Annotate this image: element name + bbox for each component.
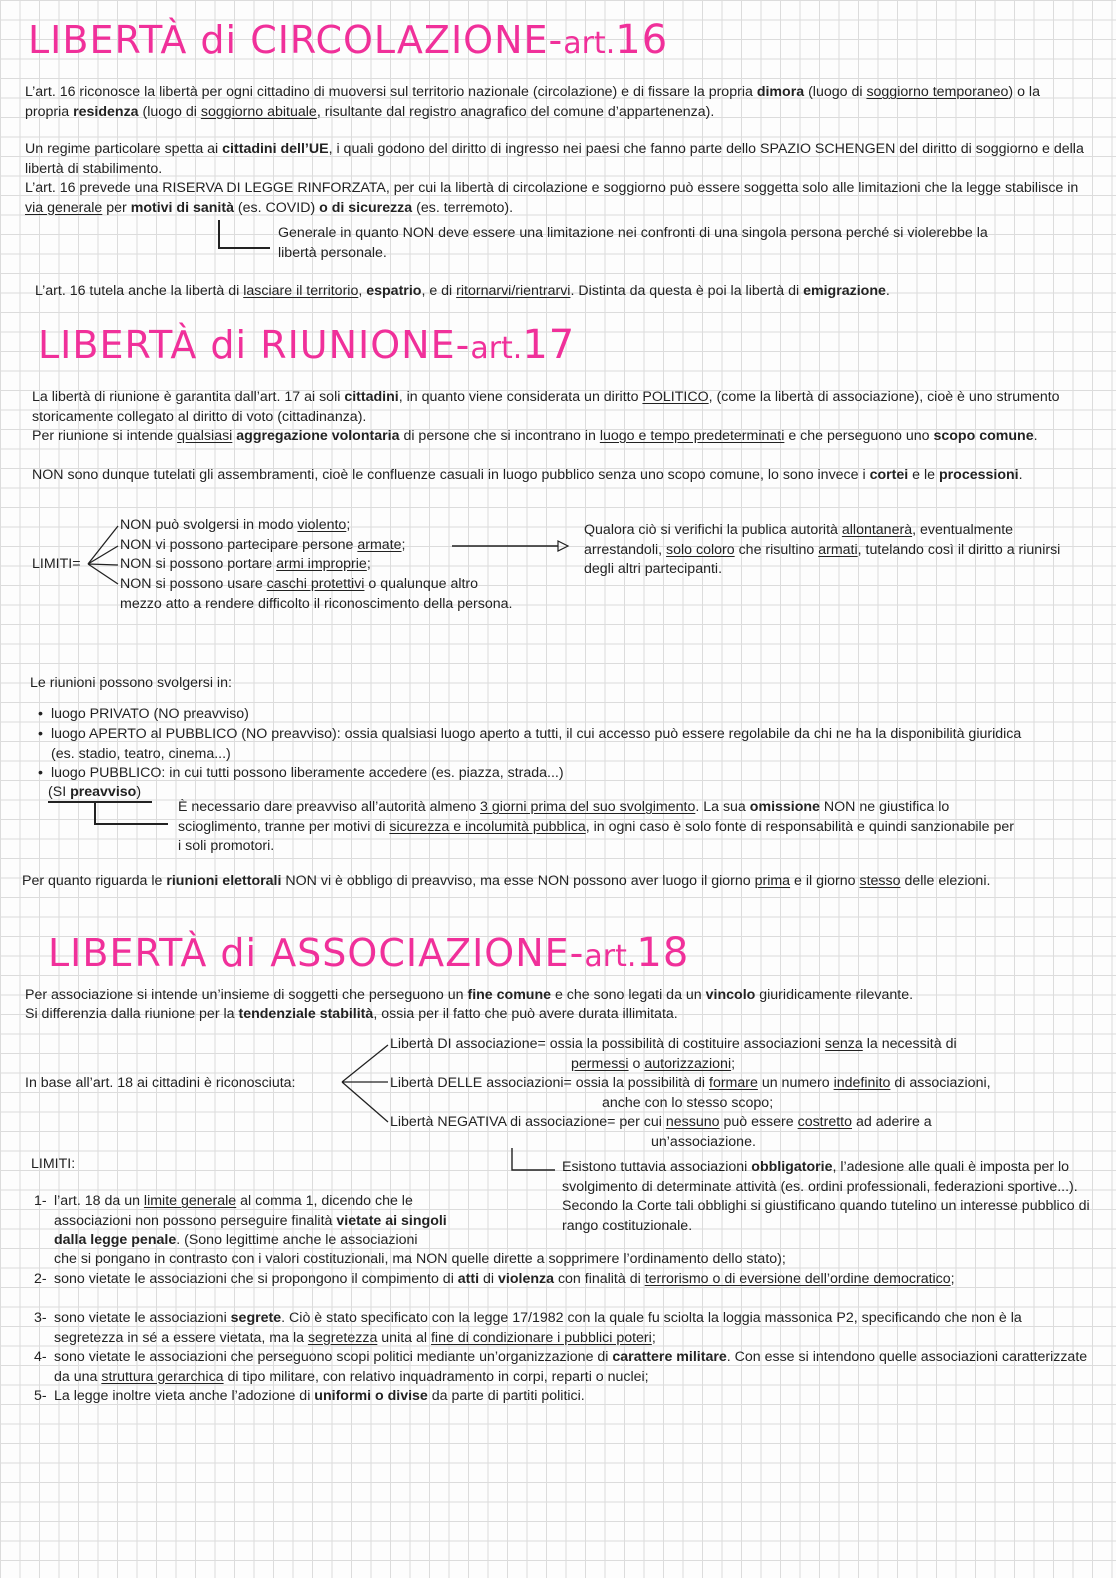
title-art16: LIBERTÀ di CIRCOLAZIONE-art.16 [28, 17, 669, 63]
art18-limite-4: 4- sono vietate le associazioni che perseguono scopi politici mediante un’organizzazione di carattere militare. Con esse si intendono quelle associazioni caratterizzate da una struttura gerarchica di tipo militare, con relativo inquadramento in corpi, reparti o nuclei; [34, 1349, 1088, 1385]
art16-paragraph-espatrio: L’art. 16 tutela anche la libertà di lasciare il territorio, espatrio, e di ritornarvi/rientrarvi. Distinta da questa è poi la libertà di emigrazione. [35, 283, 890, 299]
art18-intro: In base all’art. 18 ai cittadini è riconosciuta: [25, 1075, 296, 1091]
art17-riunioni-elettorali: Per quanto riguarda le riunioni elettorali NON vi è obbligo di preavviso, ma esse NON possono aver luogo il giorno prima e il giorno stesso delle elezioni. [22, 873, 991, 889]
limite-caschi: NON si possono usare caschi protettivi o qualunque altro mezzo atto a rendere difficolto il riconoscimento della persona. [120, 576, 513, 612]
liberta-di-associazione: Libertà DI associazione= ossia la possibilità di costituire associazioni senza la necessità di permessi o autorizzazioni; [390, 1036, 957, 1072]
art18-limite-5: 5- La legge inoltre vieta anche l’adozione di uniformi o divise da parte di partiti politici. [34, 1388, 585, 1404]
art17-limiti-label: LIMITI= [32, 556, 81, 572]
list-item: • luogo APERTO al PUBBLICO (NO preavviso): ossia qualsiasi luogo aperto a tutti, il cui accesso può essere regolabile da chi ne ha la disponibilità giuridica (es. stadio, teatro, cinema...) [38, 726, 1022, 762]
art16-paragraph-riserva: L’art. 16 prevede una RISERVA DI LEGGE RINFORZATA, per cui la libertà di circolazione e soggiorno può essere soggetta solo alle limitazioni che la legge stabilisce in via generale per motivi di sanità (es. COVID) o di sicurezza (es. terremoto). [25, 180, 1079, 216]
art18-limite-1: 1- l’art. 18 da un limite generale al comma 1, dicendo che le associazioni non possono perseguire finalità vietate ai singoli dalla legge penale. (Sono legittime anche le associazioni [34, 1193, 447, 1248]
associazioni-obbligatorie: Esistono tuttavia associazioni obbligatorie, l’adesione alle quali è imposta per lo svolgimento di determinate attività (es. ordini professionali, federazioni sportive...). Secondo la Corte tali obblighi si giustificano quando tutelino un interesse pubblico di rango costituzionale. [562, 1159, 1090, 1234]
art17-luoghi-intro: Le riunioni possono svolgersi in: [30, 675, 232, 691]
liberta-delle-associazioni: Libertà DELLE associazioni= ossia la possibilità di formare un numero indefinito di associazioni, anche con lo stesso scopo; [390, 1075, 991, 1111]
art18-limite-1-cont: che si pongano in contrasto con i valori costituzionali, ma NON quelle dirette a sopprimere l’ordinamento dello stato); [54, 1251, 786, 1267]
art18-limiti-label: LIMITI: [31, 1156, 76, 1172]
limite-armate: NON vi possono partecipare persone armate; [120, 537, 406, 553]
art18-limite-3: 3- sono vietate le associazioni segrete. Ciò è stato specificato con la legge 17/1982 con la quale fu sciolta la loggia massonica P2, specificando che non è la segretezza in sé a essere vietata, ma la segretezza unita al fine di condizionare i pubblici poteri; [34, 1310, 1022, 1346]
art17-paragraph-assembramenti: NON sono dunque tutelati gli assembramenti, cioè le confluenze casuali in luogo pubblico senza uno scopo comune, lo sono invece i cortei e le processioni. [32, 467, 1023, 483]
list-item: • luogo PRIVATO (NO preavviso) [38, 706, 249, 722]
art18-paragraph-stabilita: Si differenzia dalla riunione per la tendenziale stabilità, ossia per il fatto che può avere durata illimitata. [25, 1006, 678, 1022]
art17-preavviso-testo: È necessario dare preavviso all’autorità almeno 3 giorni prima del suo svolgimento. La sua omissione NON ne giustifica lo scioglimento, tranne per motivi di sicurezza e incolumità pubblica, in ogni caso è solo fonte di responsabilità e quindi sanzionabile per i soli promotori. [178, 799, 1014, 854]
art17-paragraph-definizione: Per riunione si intende qualsiasi aggregazione volontaria di persone che si incontrano in luogo e tempo predeterminati e che perseguono uno scopo comune. [32, 428, 1038, 444]
art16-note-generale: Generale in quanto NON deve essere una limitazione nei confronti di una singola persona perché si violerebbe la libertà personale. [278, 225, 988, 261]
art16-paragraph-dimora: L’art. 16 riconosce la libertà per ogni cittadino di muoversi sul territorio nazionale (circolazione) e di fissare la propria dimora (luogo di soggiorno temporaneo) o la propria residenza (luogo di soggiorno abituale, risultante dal registro anagrafico del comune d’appartenenza). [25, 84, 1040, 120]
preavviso-label: (SI preavviso) [48, 784, 142, 800]
liberta-negativa: Libertà NEGATIVA di associazione= per cui nessuno può essere costretto ad aderire a un’associazione. [390, 1114, 932, 1150]
art17-conseguenza-armati: Qualora ciò si verifichi la publica autorità allontanerà, eventualmente arrestandoli, solo coloro che risultino armati, tutelando così il diritto a riunirsi degli altri partecipanti. [584, 522, 1061, 577]
title-art17: LIBERTÀ di RIUNIONE-art.17 [38, 322, 576, 368]
list-item: • luogo PUBBLICO: in cui tutti possono liberamente accedere (es. piazza, strada...) [38, 765, 564, 781]
art18-limite-2: 2- sono vietate le associazioni che si propongono il compimento di atti di violenza con finalità di terrorismo o di eversione dell’ordine democratico; [34, 1271, 955, 1287]
art16-paragraph-ue: Un regime particolare spetta ai cittadini dell’UE, i quali godono del diritto di ingresso nei paesi che fanno parte dello SPAZIO SCHENGEN del diritto di soggiorno e della libertà di stabilimento. [25, 141, 1084, 177]
art17-paragraph-cittadini: La libertà di riunione è garantita dall’art. 17 ai soli cittadini, in quanto viene considerata un diritto POLITICO, (come la libertà di associazione), cioè è uno strumento storicamente collegato al diritto di voto (cittadinanza). [32, 389, 1060, 425]
art18-paragraph-definizione: Per associazione si intende un’insieme di soggetti che perseguono un fine comune e che sono legati da un vincolo giuridicamente rilevante. [25, 987, 914, 1003]
limite-violento: NON può svolgersi in modo violento; [120, 517, 351, 533]
limite-armi-improprie: NON si possono portare armi improprie; [120, 556, 371, 572]
title-art18: LIBERTÀ di ASSOCIAZIONE-art.18 [48, 930, 690, 976]
